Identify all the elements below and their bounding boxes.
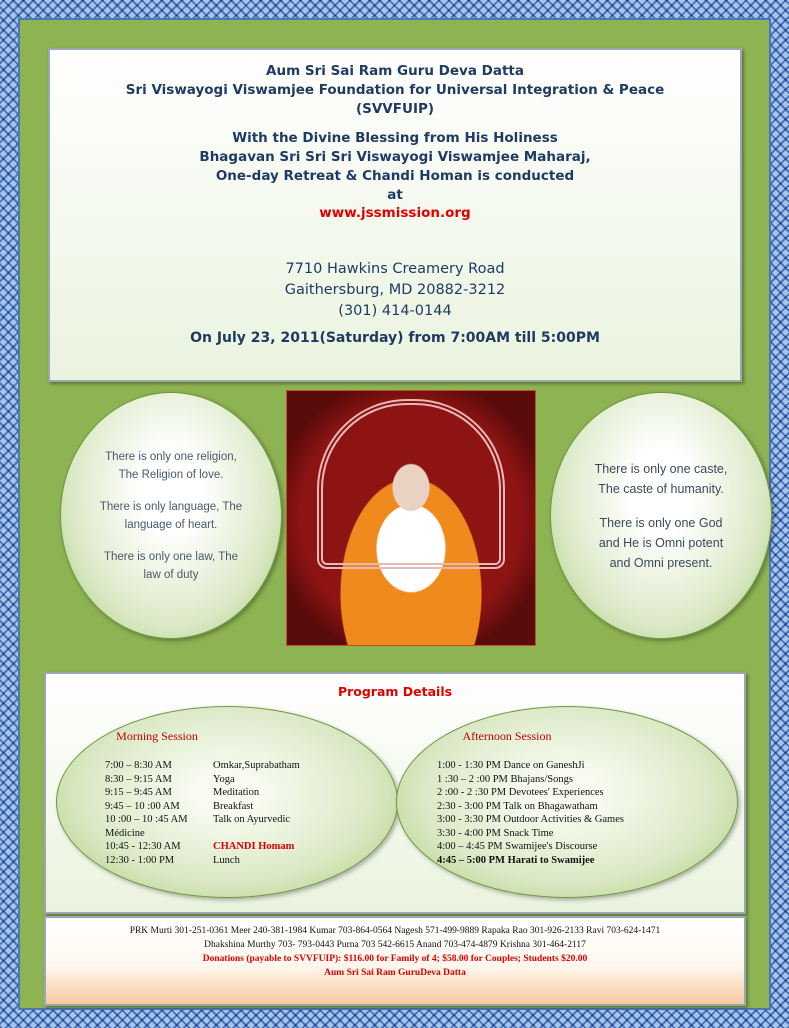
afternoon-schedule bbox=[437, 759, 624, 867]
address-line-1: 7710 Hawkins Creamery Road bbox=[285, 261, 505, 277]
foundation-name: Sri Viswayogi Viswamjee Foundation for Universal Integration & Peace bbox=[125, 82, 665, 98]
schedule-row: 9:15 – 9:45 AM Meditation bbox=[105, 787, 260, 798]
green-background bbox=[18, 18, 771, 1010]
foundation-acronym: (SVVFUIP) bbox=[355, 101, 435, 117]
schedule-row: 2:30 - 3:00 PM Talk on Bhagawatham bbox=[437, 800, 598, 812]
schedule-row: 7:00 – 8:30 AM Omkar,Suprabatham bbox=[105, 760, 300, 771]
donations-text: Donations (payable to SVVFUIP): $116.00 for Family of 4; $58.00 for Couples; Students $20.00 bbox=[202, 954, 588, 964]
schedule-row-harati: 4:45 – 5:00 PM Harati to Swamijee bbox=[437, 854, 595, 866]
schedule-row: 4:00 – 4:45 PM Swamijee's Discourse bbox=[437, 841, 598, 852]
schedule-row: Médicine bbox=[105, 827, 145, 839]
quote-caste: There is only one caste, The caste of humanity. bbox=[594, 461, 728, 496]
phone-number: (301) 414-0144 bbox=[338, 303, 452, 319]
contacts-line-2: Dhakshina Murthy 703- 793-0443 Purna 703 542-6615 Anand 703-474-4879 Krishna 301-464-2117 bbox=[204, 940, 586, 950]
schedule-row: 10 :00 – 10 :45 AM Talk on Ayurvedic bbox=[105, 814, 291, 825]
morning-schedule bbox=[105, 759, 300, 867]
contacts-line-1: PRK Murti 301-251-0361 Meer 240-381-1984 Kumar 703-864-0564 Nagesh 571-499-9889 Rapaka Rao 301-926-2133 Ravi 703-624-1471 bbox=[129, 926, 661, 936]
afternoon-session-title: Afternoon Session bbox=[462, 729, 552, 743]
schedule-row-chandi: 10:45 - 12:30 AM CHANDI Homam bbox=[105, 841, 295, 852]
schedule-row: 9:45 – 10 :00 AM Breakfast bbox=[105, 800, 254, 812]
schedule-row: 1:00 - 1:30 PM Dance on GaneshJi bbox=[437, 760, 585, 771]
event-date: On July 23, 2011(Saturday) from 7:00AM till 5:00PM bbox=[190, 330, 600, 346]
program-panel bbox=[44, 672, 746, 914]
footer-panel bbox=[44, 916, 746, 1006]
blessing-line-2: Bhagavan Sri Sri Sri Viswayogi Viswamjee Maharaj, bbox=[199, 149, 591, 165]
blessing-line-1: With the Divine Blessing from His Holiness bbox=[232, 130, 558, 146]
right-quote-oval bbox=[550, 392, 772, 639]
quote-language: There is only language, The language of heart. bbox=[99, 500, 243, 531]
schedule-row: 8:30 – 9:15 AM Yoga bbox=[105, 773, 235, 785]
morning-session-title: Morning Session bbox=[116, 729, 198, 743]
at-text: at bbox=[387, 187, 403, 203]
quote-god: There is only one God and He is Omni potent and Omni present. bbox=[598, 515, 724, 570]
quote-law: There is only one law, The law of duty bbox=[103, 550, 239, 581]
schedule-row: 3:30 - 4:00 PM Snack Time bbox=[437, 827, 554, 839]
left-quote-oval bbox=[60, 392, 282, 639]
swamiji-photo bbox=[286, 390, 536, 646]
afternoon-session-oval bbox=[396, 706, 738, 898]
schedule-row: 2 :00 - 2 :30 PM Devotees' Experiences bbox=[437, 787, 604, 798]
blessing-line-3: One-day Retreat & Chandi Homan is conducted bbox=[215, 168, 575, 184]
invocation: Aum Sri Sai Ram Guru Deva Datta bbox=[266, 63, 524, 79]
schedule-row: 1 :30 – 2 :00 PM Bhajans/Songs bbox=[437, 773, 573, 785]
program-title: Program Details bbox=[337, 684, 453, 699]
header-panel bbox=[48, 48, 742, 382]
throne-frame bbox=[317, 399, 505, 569]
schedule-row: 3:00 - 3:30 PM Outdoor Activities & Games bbox=[437, 814, 624, 825]
website-link[interactable]: www.jssmission.org bbox=[319, 205, 471, 221]
address-line-2: Gaithersburg, MD 20882-3212 bbox=[284, 282, 506, 298]
schedule-row: 12:30 - 1:00 PM Lunch bbox=[105, 854, 240, 866]
quote-religion: There is only one religion, The Religion of love. bbox=[105, 450, 237, 481]
closing-invocation: Aum Sri Sai Ram GuruDeva Datta bbox=[324, 968, 466, 978]
